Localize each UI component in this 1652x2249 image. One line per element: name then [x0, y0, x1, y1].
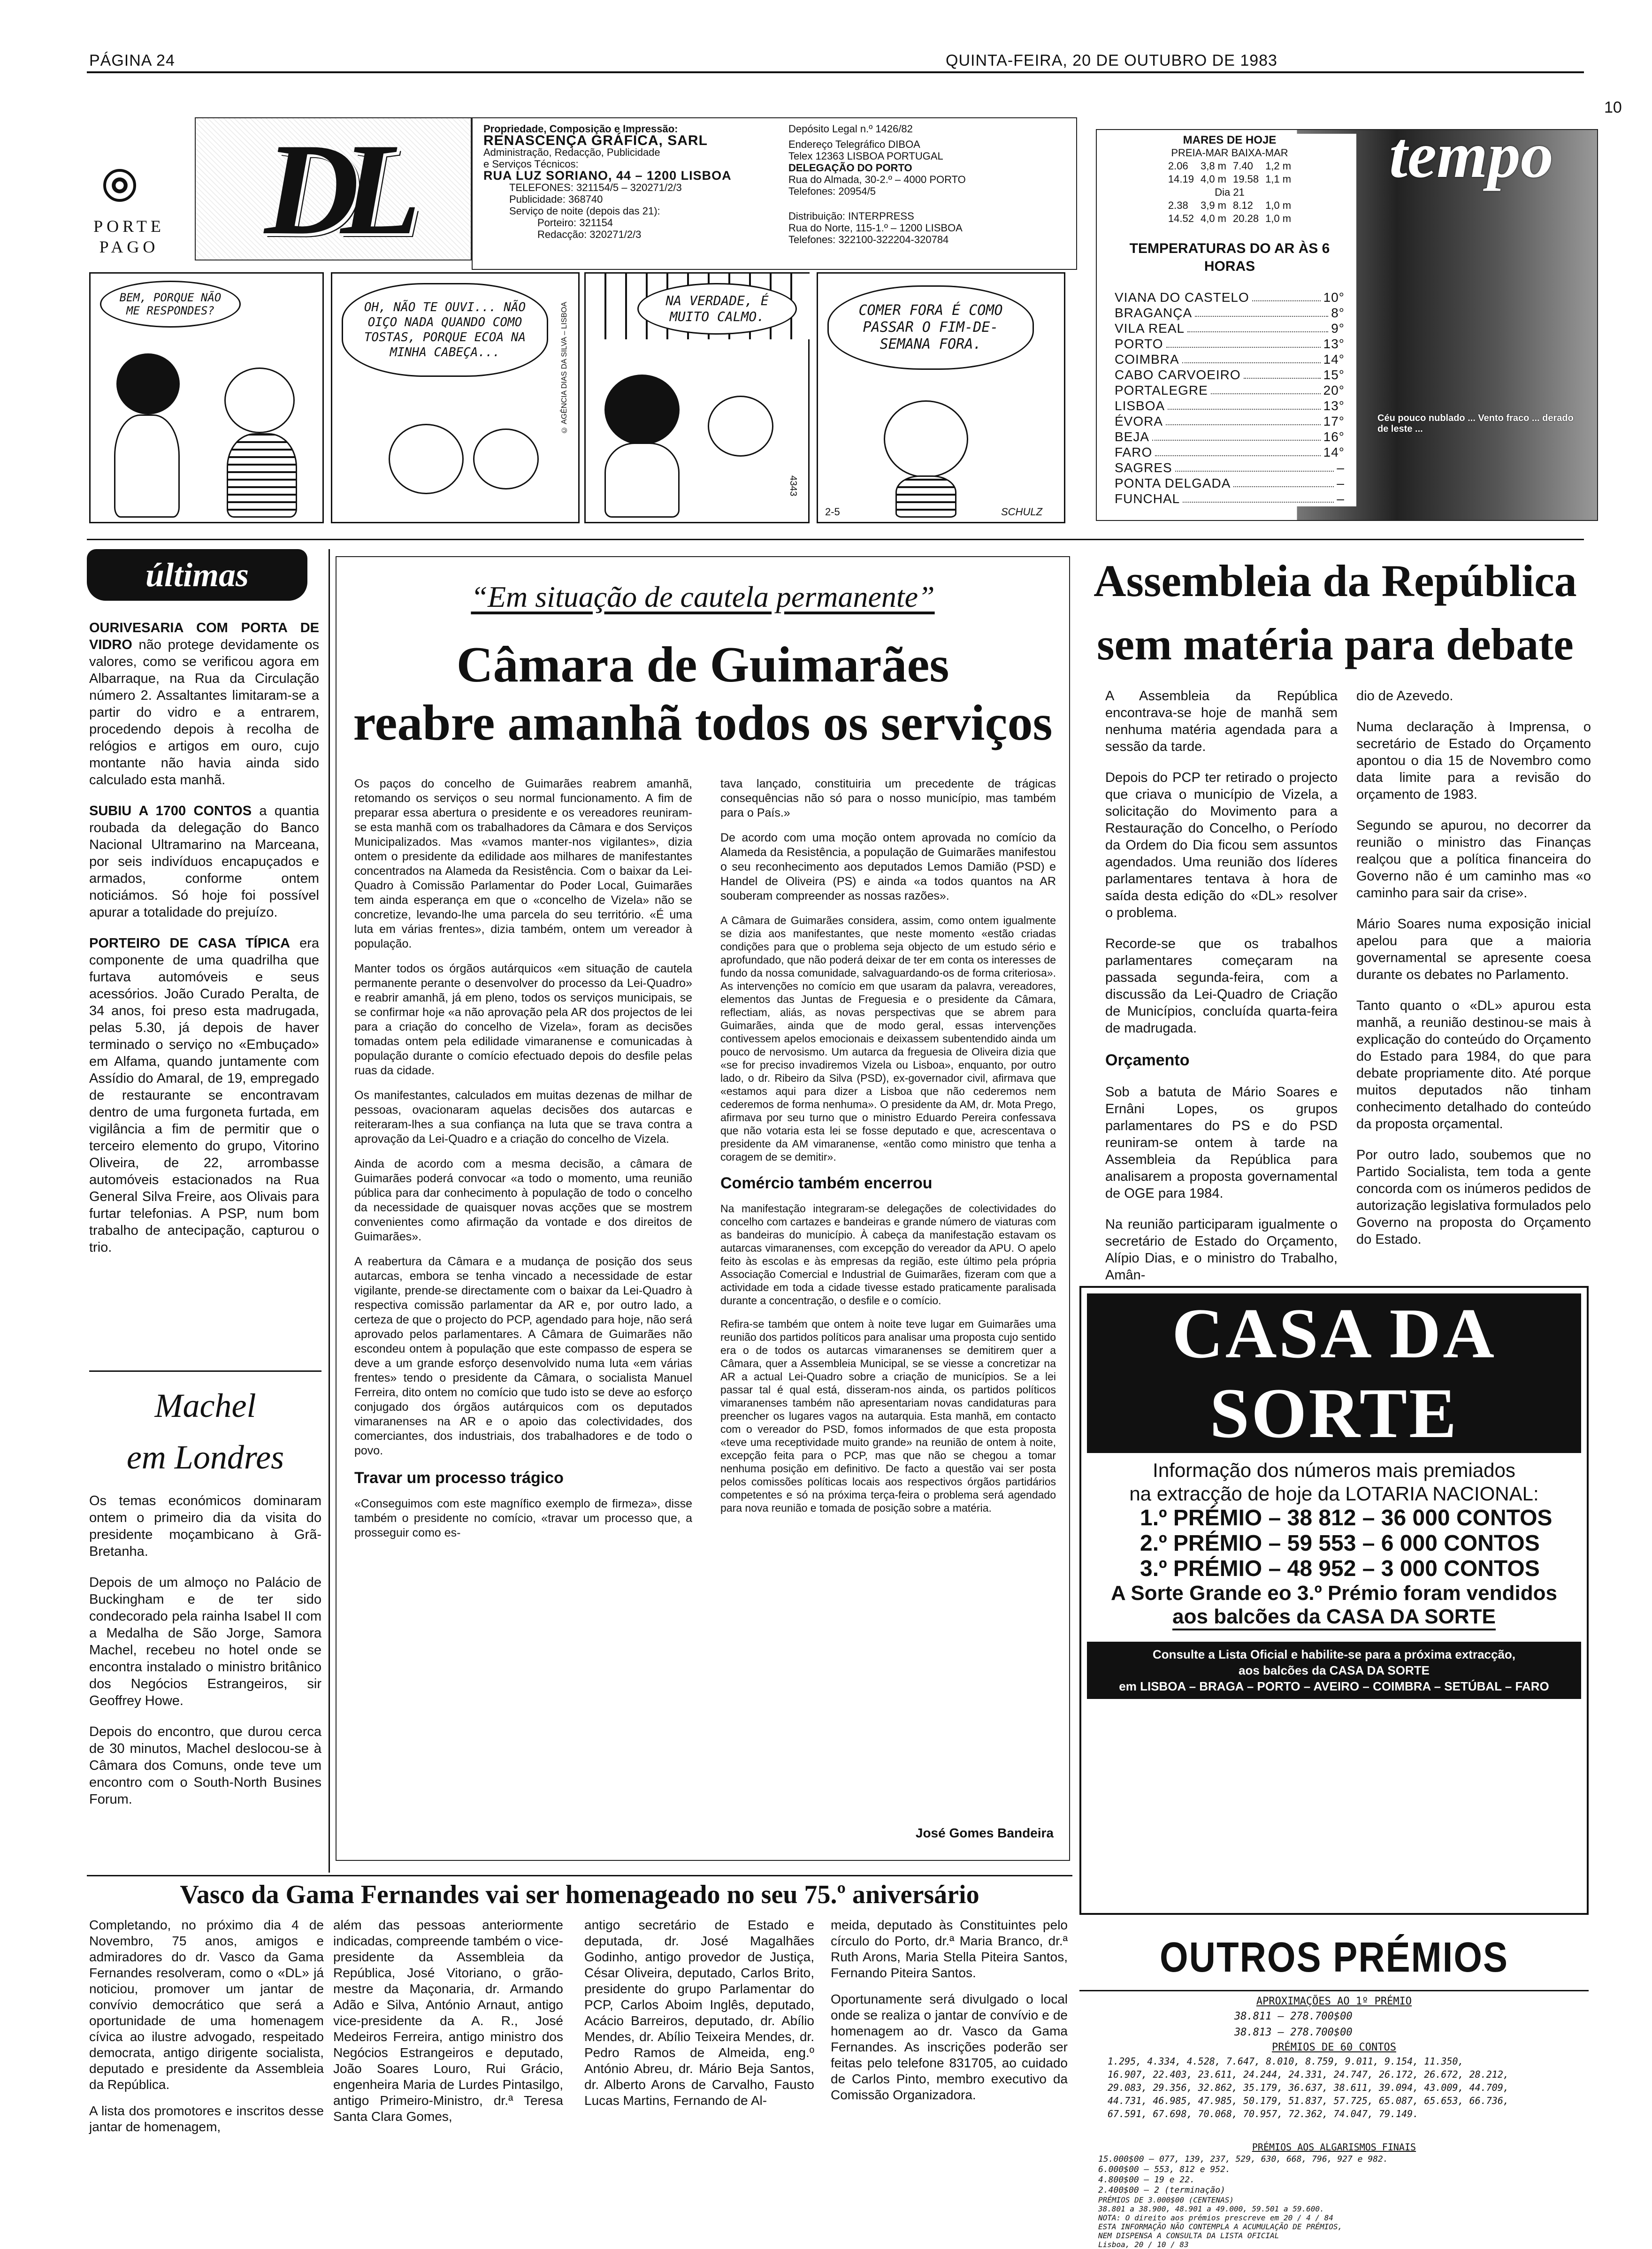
assembleia-column-2 [1356, 688, 1591, 1262]
redaccao: Redacção: 320271/2/3 [537, 229, 642, 240]
assembleia-title: Assembleia da República [1094, 556, 1577, 606]
city-name: SAGRES [1115, 460, 1172, 475]
comic-panel-3 [584, 272, 810, 523]
city-name: BEJA [1115, 429, 1150, 444]
alg-line: 2.400$00 – 2 (terminação) [1098, 2185, 1225, 2195]
speech-bubble: NA VERDADE, É MUITO CALMO. [637, 283, 797, 335]
outros-premios: OUTROS PRÉMIOS [1159, 1933, 1509, 1981]
guimaraes-headline [338, 636, 1068, 752]
vasco-paragraph: A lista dos promotores e inscritos desse jantar de homenagem, [89, 2104, 324, 2134]
ultimas-lead: OURIVESARIA COM PORTA DE VIDRO [89, 620, 319, 652]
prize-line: 3.º PRÉMIO – 48 952 – 3 000 CONTOS [1140, 1556, 1540, 1581]
imprint-left [483, 123, 774, 240]
city-temp: 16° [1323, 429, 1345, 444]
guimaraes-column-2 [720, 777, 1056, 1525]
column-rule [329, 549, 330, 1873]
prize-line: 2.º PRÉMIO – 59 553 – 6 000 CONTOS [1140, 1531, 1540, 1556]
guimaraes-paragraph: Refira-se também que ontem à noite teve lugar em Guimarães uma reunião dos partidos políticos para analisar uma proposta cujo sentido era o de todos os autarcas vimaranenses se demitirem quer a Câmara, quer a Assembleia Municipal, se se viesse a concretizar na AR a actual Lei-Quadro sobre a criação de municípios. Se a lei passar tal é qual está, disseram-nos ainda, os partidos políticos vimaranenses também não apresentariam novas candidaturas para preencher os lugares vagos na autarquia. Esta manhã, em contacto com o vereador do PSD, fomos informados de que esta proposta «teve uma receptividade muito grande» na reunião de ontem à noite, excepção feita para o PCP, mas que não se chegou a tomar nenhuma posição em definitivo. De facto a questão vai ser posta pelos comissões políticas locais aos respectivos órgãos partidários competentes e só na próxima terça-feira o problema será agendado para nova reunião e tomada de posição sobre a matéria. [720, 1318, 1056, 1514]
city-temp: 20° [1323, 383, 1345, 398]
leader-dots [1187, 321, 1328, 332]
ultimas-item [89, 620, 319, 788]
temp-row [1115, 305, 1345, 321]
city-name: FARO [1115, 445, 1153, 459]
leader-dots [1182, 352, 1321, 363]
city-name: BRAGANÇA [1115, 306, 1193, 320]
address: RUA LUZ SORIANO, 44 – 1200 LISBOA [483, 168, 732, 183]
city-temp: 8° [1331, 306, 1345, 320]
leader-dots [1252, 290, 1321, 301]
assembleia-paragraph: dio de Azevedo. [1356, 688, 1453, 704]
city-name: VILA REAL [1115, 321, 1185, 336]
dist-phones: Telefones: 322100-322204-320784 [788, 234, 949, 245]
assembleia-paragraph: Depois do PCP ter retirado o projecto que criava o município de Vizela, a solicitação do Movimento para a Restauração do Concelho, o Período da Ordem do Dia ficou sem assuntos agendados. Uma reunião dos líderes parlamentares tentava à hora de saída desta edição do «DL» resolver o problema. [1105, 770, 1338, 920]
guimaraes-paragraph: Ainda de acordo com a mesma decisão, a câmara de Guimarães poderá convocar «a todo o momento, uma reunião pública para dar conhecimento à população de todo o concelho da necessidade de quaisquer novas acções que se mostrem convenientes como afirmação da vontade e dos direitos de Guimarães». [354, 1157, 692, 1243]
assembleia-column-1 [1105, 688, 1338, 1298]
city-temp: – [1337, 476, 1345, 490]
info-line: ESTA INFORMAÇÃO NÃO CONTEMPLA A ACUMULAÇÃO DE PRÉMIOS, [1098, 2222, 1343, 2231]
machel-title: em Londres [126, 1438, 284, 1476]
guimaraes-byline: José Gomes Bandeira [915, 1826, 1054, 1840]
machel-title: Machel [154, 1387, 256, 1424]
machel-paragraph: Depois de um almoço no Palácio de Buckingham e de ter sido condecorado pela rainha Isabel II com a Medalha de São Jorge, Samora Machel, recebeu no hotel onde se encontra instalado o ministro britânico dos Negócios Estrangeiros, sir Geoffrey Howe. [89, 1575, 321, 1708]
machel-rule [89, 1370, 321, 1372]
alg-title: PRÉMIOS AOS ALGARISMOS FINAIS [1252, 2142, 1416, 2153]
porte-label: PORTE [93, 217, 165, 236]
guimaraes-subhead: Travar um processo trágico [354, 1469, 564, 1487]
dl-logo-text: DL [264, 116, 402, 262]
leader-dots [1233, 475, 1334, 487]
city-name: CABO CARVOEIRO [1115, 367, 1241, 382]
strip-line: em LISBOA – BRAGA – PORTO – AVEIRO – COIMBRA – SETÚBAL – FARO [1119, 1679, 1549, 1693]
porto-address: Rua do Almada, 30-2.º – 4000 PORTO [788, 174, 966, 185]
premio-line: 67.591, 67.698, 70.068, 70.957, 72.362, 74.047, 79.149. [1108, 2108, 1419, 2119]
strip-line: Consulte a Lista Oficial e habilite-se para a próxima extracção, [1152, 1647, 1516, 1661]
publicidade: Publicidade: 368740 [509, 193, 603, 205]
temps-title: TEMPERATURAS DO AR ÀS 6 HORAS [1129, 241, 1330, 274]
servico-noite: Serviço de noite (depois das 21): [509, 205, 660, 217]
temp-row [1115, 429, 1345, 444]
guimaraes-paragraph: Os paços do concelho de Guimarães reabrem amanhã, retomando os serviços o seu normal funcionamento. A fim de preparar essa abertura o presidente e os vereadores reuniram-se esta manhã com os trabalhadores da Câmara e dos Serviços Municipalizados. Mas «vamos manter-nos vigilantes», dizia ontem o presidente da edilidade aos milhares de manifestantes concentrados na Alameda da Resistência. Com o baixar da Lei-Quadro à Comissão Parlamentar do Poder Local, Guimarães tem ainda esperança em que o «concelho de Vizela» não se concretize, levando-lhe uma parcela do seu território. «É uma luta em várias frentes», dizia também, ontem um vereador à população. [354, 777, 692, 950]
admin-line: Administração, Redacção, Publicidade [483, 146, 660, 158]
temp-row [1115, 475, 1345, 491]
leader-dots [1166, 413, 1321, 425]
linus-body [227, 433, 297, 518]
pago-label: PAGO [99, 237, 159, 256]
speech-bubble: BEM, PORQUE NÃO ME RESPONDES? [100, 281, 241, 328]
speech-bubble: OH, NÃO TE OUVI... NÃO OIÇO NADA QUANDO COMO TOSTAS, PORQUE ECOA NA MINHA CABEÇA... [342, 283, 548, 377]
guimaraes-subhead: Comércio também encerrou [720, 1174, 933, 1192]
lucy-body [114, 414, 180, 518]
leader-dots [1244, 367, 1321, 379]
guimaraes-kicker: “Em situação de cautela permanente” [471, 580, 935, 613]
city-name: PORTALEGRE [1115, 383, 1208, 398]
machel-column [89, 1492, 321, 1822]
page-number: PÁGINA 24 [89, 52, 175, 69]
admin-line: e Serviços Técnicos: [483, 158, 579, 170]
comic-panel-2 [331, 272, 580, 523]
premio-line: 16.907, 22.403, 23.611, 24.244, 24.331, 24.747, 26.172, 26.672, 28.212, [1108, 2069, 1509, 2080]
vasco-column-3 [584, 1917, 814, 2119]
alg-line: 6.000$00 – 553, 812 e 952. [1098, 2165, 1231, 2174]
temps-list [1103, 290, 1356, 506]
city-name: PORTO [1115, 337, 1163, 351]
aprox-line: 38.813 – 278.700$00 [1234, 2027, 1353, 2038]
outros-lists-2 [1079, 2140, 1589, 2249]
telegrafico: Endereço Telegráfico DIBOA [788, 138, 920, 150]
city-name: LISBOA [1115, 398, 1165, 413]
ultimas-item [89, 935, 319, 1256]
comic-signature: SCHULZ [1001, 506, 1043, 518]
city-name: FUNCHAL [1115, 491, 1180, 506]
city-temp: 9° [1331, 321, 1345, 336]
porto-phones: Telefones: 20954/5 [788, 185, 876, 197]
casa-sorte [1081, 1582, 1587, 1630]
distribuicao: Distribuição: INTERPRESS [788, 210, 914, 222]
vasco-paragraph: Completando, no próximo dia 4 de Novembro, 75 anos, amigos e admiradores do dr. Vasco da Gama Fernandes resolveram, como o «DL» já noticiou, promover um jantar de convívio democrático que será a oportunidade de uma homenagem cívica ao ilustre advogado, respeitado democrata, antigo dirigente socialista, deputado e presidente da Assembleia da República. [89, 1918, 324, 2092]
prop-title: Propriedade, Composição e Impressão: [483, 123, 678, 135]
casa-line: Informação dos números mais premiados [1153, 1459, 1515, 1481]
temp-row [1115, 352, 1345, 367]
city-name: PONTA DELGADA [1115, 476, 1231, 490]
comic-copyright: © AGÊNCIA DIAS DA SILVA – LISBOA [560, 302, 568, 434]
comic-panel-4 [817, 272, 1065, 523]
city-temp: 15° [1323, 367, 1345, 382]
casa-title: CASA DA SORTE [1087, 1293, 1581, 1453]
mares-day2-label: Dia 21 [1215, 186, 1245, 198]
assembleia-paragraph: Recorde-se que os trabalhos parlamentares começaram na passada segunda-feira, com a discussão da Lei-Quadro de Criação de Municípios, concluída quarta-feira de madrugada. [1105, 936, 1338, 1036]
vasco-paragraph: Oportunamente será divulgado o local onde se realiza o jantar de convívio e de homenagem ao dr. Vasco da Gama Fernandes. As inscrições poderão ser feitas pelo telefone 831705, ao cuidado de Carlos Pinto, membro executivo da Comissão Organizadora. [831, 1992, 1068, 2102]
mares-day1: 2.06 3,8 m 7.40 1,2 m 14.19 4,0 m 19.58 1,1 m [1168, 160, 1292, 185]
outros-lists [1079, 1995, 1589, 2120]
alg-line: 15.000$00 – 077, 139, 237, 529, 630, 668, 796, 927 e 982. [1098, 2154, 1388, 2164]
ultimas-text: era componente de uma quadrilha que furtava automóveis e seus acessórios. João Curado Peralta, de 34 anos, foi preso esta madrugada, pelas 5.30, já depois de haver terminado o serviço no «Embuçado» em Alfama, quando juntamente com Assídio do Amaral, de 19, empregado de restaurante se encontravam dentro de uma furgoneta furtada, em vigilância a fim de permitir que o terceiro elemento do grupo, Vitorino Oliveira, de 22, arrombasse automóveis estacionados na Rua General Silva Freire, aos Olivais para furtar telefonias. A PSP, num bom trabalho de antecipação, capturou o trio. [89, 936, 319, 1255]
aprox-line: 38.811 – 278.700$00 [1234, 2011, 1353, 2022]
guimaraes-paragraph: «Conseguimos com este magnífico exemplo de firmeza», disse também o presidente no comício, «travar um processo que, a prosseguir como es- [354, 1497, 692, 1539]
comic-date: 2-5 [825, 506, 840, 518]
temp-row [1115, 444, 1345, 460]
city-name: ÉVORA [1115, 414, 1163, 428]
dist-address: Rua do Norte, 115-1.º – 1200 LISBOA [788, 222, 963, 234]
porteiro: Porteiro: 321154 [537, 217, 613, 229]
aprox-list [1079, 2009, 1589, 2041]
casa-prizes [1081, 1506, 1587, 1582]
city-name: VIANA DO CASTELO [1115, 290, 1249, 305]
temp-row [1115, 321, 1345, 336]
lisboa-line: Lisboa, 20 / 10 / 83 [1098, 2240, 1189, 2249]
linus-figure [708, 396, 773, 457]
linus-figure [389, 424, 464, 494]
ultimas-text: a quantia roubada da delegação do Banco Nacional Ultramarino na Marceana, por seis indivíduos encapuçados e armados, conforme ontem noticiámos. Só hoje foi possível apurar a totalidade do prejuízo. [89, 803, 320, 920]
alg-line: 4.800$00 – 19 e 22. [1098, 2175, 1195, 2185]
mares-header: PREIA-MAR BAIXA-MAR [1171, 147, 1288, 159]
guimaraes-paragraph: A Câmara de Guimarães considera, assim, como ontem igualmente se dizia aos manifestantes, que neste momento «estão criadas condições para que o problema seja objecto de um estudo sério e aprofundado, que não poderá deixar de ter em conta os interesses de fundo da nossa comunidade, salvaguardando-os de forma criteriosa». As intervenções no comício em que usaram da palavra, vereadores, elementos das Juntas de Freguesia e o presidente da Câmara, reflectiam, aliás, as novas perspectivas que se abrem para Guimarães, ainda que de modo geral, essas intervenções contivessem apelos emocionais e deixassem subentendido ainda um pouco de nervosismo. Um autarca da freguesia de Oliveira dizia que «se for preciso invadiremos Vizela ou Lisboa», enquanto, por outro lado, o dr. Ribeiro da Silva (PSD), ex-governador civil, afirmava que «estamos aqui para dizer a Lisboa que não cederemos nem cederemos de forma nenhuma». O presidente da AM, dr. Mota Prego, afirmava por seu turno que o ministro Eduardo Pereira confessava que não votaria esta lei se fosse deputado e que, acrescentava o presidente da AM vimaranense, «então como ministro que tenha a coragem de se demitir». [720, 914, 1056, 1163]
ultimas-lead: SUBIU A 1700 CONTOS [89, 803, 252, 819]
temp-row [1115, 382, 1345, 398]
premio-line: 44.731, 46.985, 47.985, 50.179, 51.837, 57.725, 65.087, 65.653, 66.736, [1108, 2095, 1509, 2106]
delegacao: DELEGAÇÃO DO PORTO [788, 162, 912, 174]
city-temp: 13° [1323, 398, 1345, 413]
comic-number: 4343 [788, 475, 798, 497]
cent-line: 38.801 a 38.900, 48.901 a 49.000, 59.501 a 59.600. [1098, 2204, 1324, 2213]
weather-forecast: Céu pouco nublado ... Vento fraco ... derado de leste ... [1377, 413, 1574, 434]
charlie-figure [473, 428, 539, 490]
linus-figure [884, 400, 968, 478]
temp-row [1115, 460, 1345, 475]
leader-dots [1195, 305, 1328, 317]
temp-row [1115, 491, 1345, 506]
issue-date: QUINTA-FEIRA, 20 DE OUTUBRO DE 1983 [946, 52, 1277, 69]
machel-headline [89, 1380, 321, 1483]
section-rule [87, 539, 1584, 540]
assembleia-paragraph: Na reunião participaram igualmente o secretário de Estado do Orçamento, Alípio Dias, e o ministro do Trabalho, Amân- [1105, 1217, 1338, 1283]
leader-dots [1168, 398, 1320, 410]
assembleia-paragraph: A Assembleia da República encontrava-se hoje de manhã sem nenhuma matéria agendada para a sessão da tarde. [1105, 688, 1338, 754]
dl-logo [195, 117, 472, 260]
assembleia-paragraph: Segundo se apurou, no decorrer da reunião o ministro das Finanças realçou que a política financeira do Governo não é um caminho mas «o caminho para sair da crise». [1356, 818, 1591, 901]
leader-dots [1175, 460, 1334, 472]
leader-dots [1152, 429, 1321, 441]
linus-body [895, 475, 956, 518]
premio-line: 29.083, 29.356, 32.862, 35.179, 36.637, 38.611, 39.094, 43.009, 44.709, [1108, 2082, 1509, 2093]
temp-row [1115, 367, 1345, 382]
guimaraes-paragraph: Manter todos os órgãos autárquicos «em situação de cautela permanente perante o desenvolver do processo da Lei-Quadro» e reabrir amanhã, já em pleno, todos os serviços municipais, se se confirmar hoje «a não aprovação pela AR dos projectos de lei para a criação do concelho de Vizela», foram as decisões tomadas ontem pela edilidade vimaranense e comunicadas à população durante o comício efectuado depois do desfile pelas ruas da cidade. [354, 962, 692, 1077]
guimaraes-paragraph: Os manifestantes, calculados em muitas dezenas de milhar de pessoas, ovacionaram aquelas decisões dos autarcas e reiteraram-lhes a sua confiança na luta que se trava contra a aprovação da Lei-Quadro e a criação do concelho de Vizela. [354, 1089, 692, 1146]
assembleia-paragraph: Numa declaração à Imprensa, o secretário de Estado do Orçamento apontou o dia 15 de Novembro como data limite para a revisão do orçamento de 1983. [1356, 719, 1591, 802]
company-name: RENASCENÇA GRÁFICA, SARL [483, 133, 708, 148]
machel-paragraph: Depois do encontro, que durou cerca de 30 minutos, Machel deslocou-se à Câmara dos Comuns, onde teve um encontro com o South-North Busines Forum. [89, 1724, 321, 1807]
leader-dots [1211, 382, 1321, 394]
ultimas-badge: últimas [87, 549, 307, 601]
guimaraes-column-1 [354, 777, 692, 1551]
casa-info [1081, 1459, 1587, 1506]
premios-60-list [1079, 2055, 1589, 2120]
vasco-column-1 [89, 1917, 324, 2145]
vasco-paragraph: além das pessoas anteriormente indicadas, compreende também o vice-presidente da Assembleia da República, José Vitoriano, o grão-mestre da Maçonaria, dr. Armando Adão e Silva, António Arnaut, antigo vice-presidente da A. R., José Medeiros Ferreira, antigo ministro dos Negócios Estrangeiros e deputado, João Soares Louro, Rui Grácio, engenheira Maria de Lurdes Pintasilgo, antigo Primeiro-Ministro, dr.ª Teresa Santa Clara Gomes, [333, 1918, 563, 2124]
ultimas-text: não protege devidamente os valores, como se verificou agora em Albarraque, na Rua da Circulação número 2. Assaltantes limitaram-se a partir do vidro e a entrarem, procedendo depois à recolha de relógios e artigos em ouro, cujo montante não havia ainda sido calculado esta manhã. [89, 637, 319, 788]
imprint-right [788, 123, 1070, 245]
city-temp: 10° [1323, 290, 1345, 305]
assembleia-paragraph: Tanto quanto o «DL» apurou esta manhã, a reunião destinou-se mais à explicação do conteúdo do Orçamento do Estado para 1984, do que para debate propriamente dito. Até porque muitos deputados não tinham conhecimento detalhado do conteúdo da proposta orçamental. [1356, 998, 1591, 1132]
assembleia-headline [1075, 549, 1596, 676]
city-temp: 17° [1323, 414, 1345, 428]
leader-dots [1166, 336, 1321, 348]
guimaraes-paragraph: A reabertura da Câmara e a mudança de posição dos seus autarcas, embora se tenha vincado a necessidade de estar vigilante, prende-se directamente com o baixar da Lei-Quadro à respectiva comissão parlamentar da AR e, por outro lado, a certeza de que o projecto do PCP, agendado para hoje, não será aprovado pelos parlamentares. A Câmara de Guimarães não escondeu ontem à população que este compasso de espera se deve a um grande esforço desenvolvido numa luta «em várias frentes» tendo o presidente da Câmara, o socialista Manuel Ferreira, dito ontem no comício que tudo isto se deve ao esforço conjugado dos órgãos autárquicos com os deputados vimaranenses na AR e o apoio das colectividades, dos comerciantes, dos industriais, dos trabalhadores e de todo o povo. [354, 1255, 692, 1457]
outros-rule [1079, 1990, 1589, 1991]
ultimas-item [89, 803, 319, 921]
postal-seal-icon [103, 169, 136, 202]
nota-line: NOTA: O direito aos prémios prescreve em 20 / 4 / 84 [1098, 2213, 1333, 2222]
city-name: COIMBRA [1115, 352, 1179, 367]
vasco-paragraph: antigo secretário de Estado e deputada, dr. José Magalhães Godinho, antigo provedor de Justiça, César Oliveira, deputado, Carlos Brito, presidente do grupo Parlamentar do PCP, Carlos Aboim Inglês, deputado, Acácio Barreiros, deputado, dr. Abílio Mendes, dr. Abílio Teixeira Mendes, dr. Pedro Ramos de Almeida, eng.º António Abreu, dr. Mário Beja Santos, dr. Alberto Arons de Carvalho, Fausto Lucas Martins, Fernando de Al- [584, 1918, 814, 2108]
guimaraes-paragraph: tava lançado, constituiria um precedente de trágicas consequências não só para o nosso município, mas também para o País.» [720, 777, 1056, 819]
guimaraes-title: reabre amanhã todos os serviços [353, 695, 1053, 751]
header-rule [87, 71, 1584, 73]
cent-title: PRÉMIOS DE 3.000$00 (CENTENAS) [1098, 2195, 1234, 2204]
strip-line: aos balcões da CASA DA SORTE [1239, 1663, 1430, 1677]
assembleia-paragraph: Mário Soares numa exposição inicial apelou para que a maioria governamental se apresente coesa durante os debates no Parlamento. [1356, 917, 1591, 982]
casa-sorte-line: A Sorte Grande eo 3.º Prémio foram vendidos [1111, 1582, 1557, 1605]
temp-row [1115, 398, 1345, 413]
lucy-body [604, 443, 680, 518]
comic-panel-1 [89, 272, 324, 523]
guimaraes-title: Câmara de Guimarães [456, 637, 949, 693]
guimaraes-paragraph: De acordo com uma moção ontem aprovada no comício da Alameda da Resistência, a população de Guimarães manifestou o seu reconhecimento aos deputados Lemos Damião (PSD) e Handel de Oliveira (PS) e ainda «a todos quantos na AR souberam compreender as nossas razões». [720, 831, 1056, 903]
premios-60-title: PRÉMIOS DE 60 CONTOS [1272, 2042, 1396, 2053]
city-temp: 13° [1323, 337, 1345, 351]
vasco-rule [87, 1875, 1072, 1876]
vasco-headline: Vasco da Gama Fernandes vai ser homenageado no seu 75.º aniversário [180, 1880, 979, 1909]
temp-row [1115, 413, 1345, 429]
edge-mark: 10 [1604, 99, 1622, 116]
assembleia-paragraph: Sob a batuta de Mário Soares e Ernâni Lopes, os grupos parlamentares do PS e do PSD reuniram-se ontem à tarde na Assembleia da República para analisarem a proposta governamental de OGE para 1984. [1105, 1085, 1338, 1201]
phones: TELEFONES: 321154/5 – 320271/2/3 [509, 182, 682, 193]
info-line: NEM DISPENSA A CONSULTA DA LISTA OFICIAL [1098, 2231, 1279, 2240]
leader-dots [1183, 491, 1334, 503]
machel-paragraph: Os temas económicos dominaram ontem o primeiro dia da visita do presidente moçambicano à Grã-Bretanha. [89, 1493, 321, 1559]
assembleia-subhead: Orçamento [1105, 1051, 1190, 1069]
aprox-title: APROXIMAÇÕES AO 1º PRÉMIO [1256, 1996, 1412, 2007]
speech-bubble: COMER FORA É COMO PASSAR O FIM-DE-SEMANA FORA. [827, 285, 1034, 370]
deposito: Depósito Legal n.º 1426/82 [788, 123, 913, 135]
vasco-paragraph: meida, deputado às Constituintes pelo círculo do Porto, dr.ª Maria Branco, dr.ª Ruth Arons, Maria Stella Piteira Santos, Fernando Piteira Santos. [831, 1918, 1068, 1980]
casa-da-sorte-ad [1079, 1286, 1589, 1915]
casa-sorte-line: aos balcões da CASA DA SORTE [1172, 1605, 1496, 1630]
temp-row [1115, 336, 1345, 352]
mares-table [1103, 134, 1356, 506]
lucy-figure [604, 375, 680, 445]
ultimas-column [89, 620, 319, 1270]
city-temp: 14° [1323, 352, 1345, 367]
ultimas-lead: PORTEIRO DE CASA TÍPICA [89, 936, 291, 951]
assembleia-paragraph: Por outro lado, soubemos que no Partido Socialista, tem toda a gente concorda com os inúmeros pedidos de autorização legislativa formulados pelo Governo na proposta do Orçamento do Estado. [1356, 1147, 1591, 1247]
guimaraes-paragraph: Na manifestação integraram-se delegações de colectividades do concelho com cartazes e bandeiras e grande número de viaturas com as bandeiras do município. À cabeça da manifestação estavam os autarcas vimaranenses, com excepção do vereador da APU. O apelo feito às escolas e às empresas da região, este último pela própria Associação Comercial e Industrial de Guimarães, fizeram com que a actividade em toda a cidade tivesse estado praticamente paralisada durante a concentração, o desfile e o comício. [720, 1202, 1056, 1307]
casa-line: na extracção de hoje da LOTARIA NACIONAL: [1129, 1483, 1539, 1505]
city-temp: – [1337, 460, 1345, 475]
vasco-column-2 [333, 1917, 563, 2135]
leader-dots [1155, 444, 1320, 456]
premio-line: 1.295, 4.334, 4.528, 7.647, 8.010, 8.759, 9.011, 9.154, 11.350, [1108, 2056, 1464, 2067]
city-temp: – [1337, 491, 1345, 506]
city-temp: 14° [1323, 445, 1345, 459]
mares-day2: 2.38 3,9 m 8.12 1,0 m 14.52 4,0 m 20.28 1,0 m [1168, 199, 1292, 224]
mares-title: MARES DE HOJE [1183, 134, 1277, 146]
telex: Telex 12363 LISBOA PORTUGAL [788, 150, 943, 162]
prize-line: 1.º PRÉMIO – 38 812 – 36 000 CONTOS [1140, 1506, 1553, 1530]
tempo-title: tempo [1389, 119, 1553, 191]
assembleia-title: sem matéria para debate [1097, 619, 1574, 669]
porte-pago [89, 216, 169, 257]
temp-row [1115, 290, 1345, 305]
lucy-figure [116, 353, 180, 414]
casa-strip [1087, 1642, 1581, 1699]
linus-figure [224, 367, 295, 433]
vasco-column-4 [831, 1917, 1068, 2113]
